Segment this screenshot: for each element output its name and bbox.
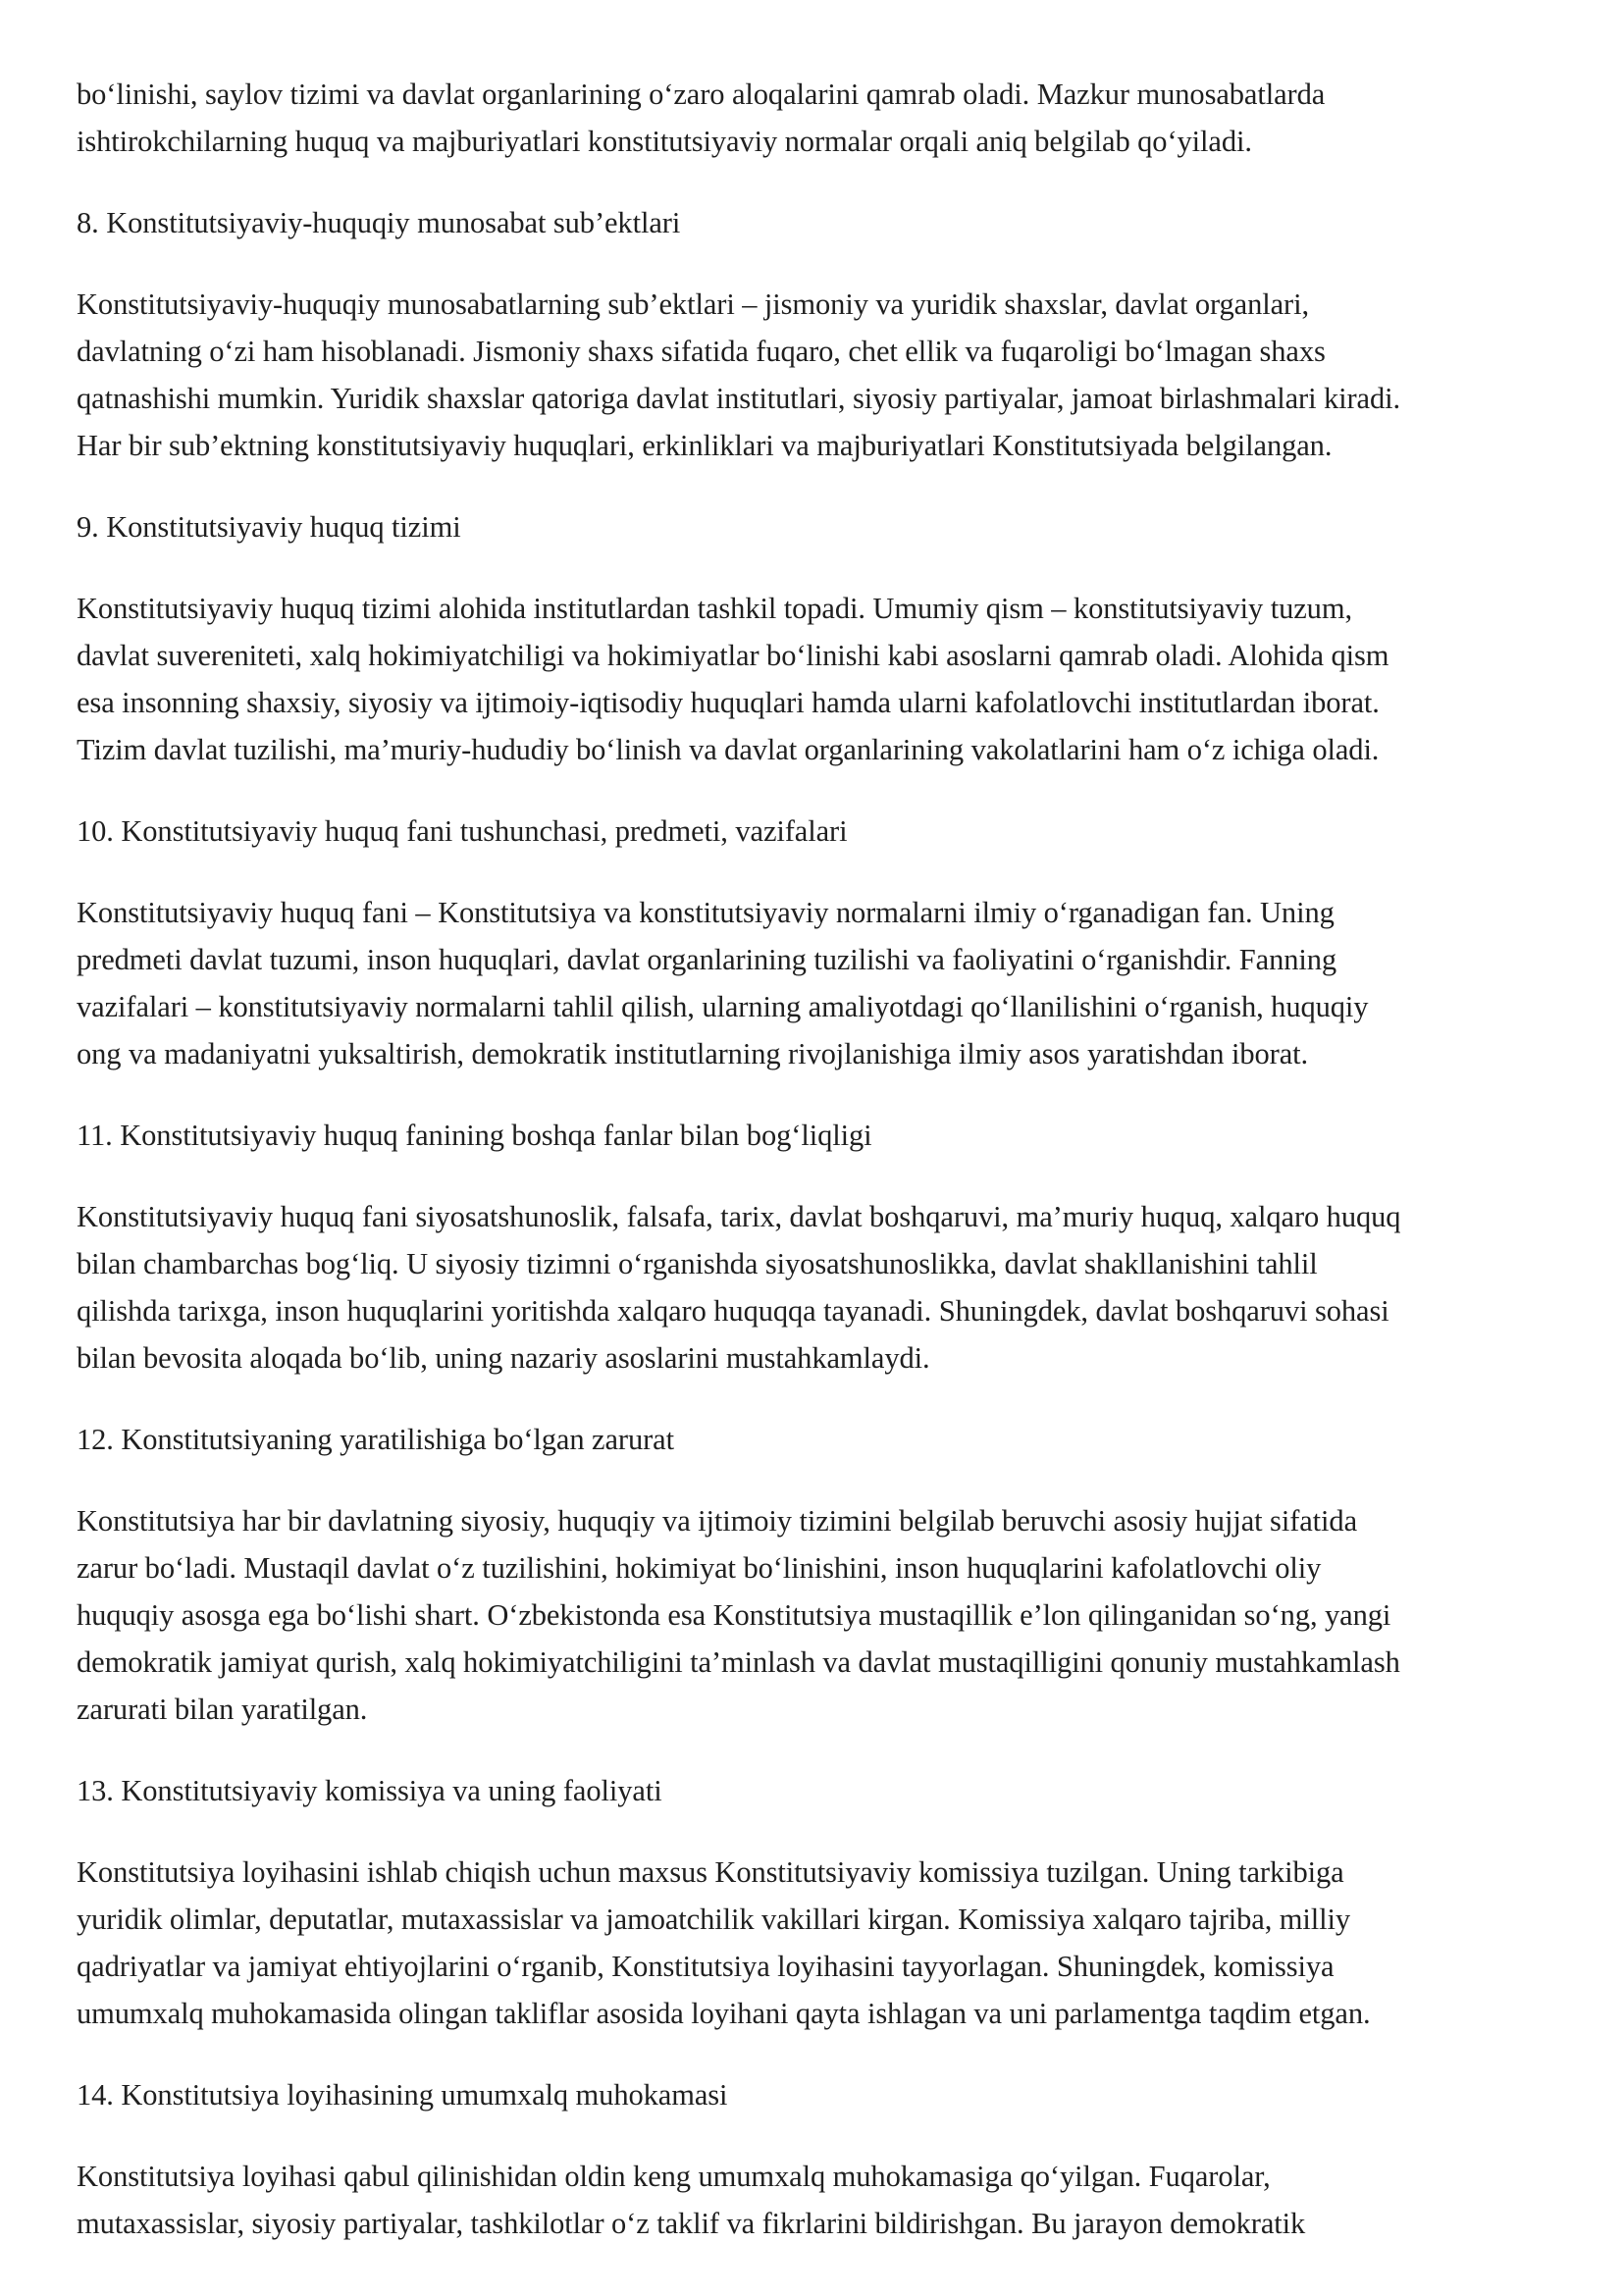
paragraph-section-10: Konstitutsiyaviy huquq fani – Konstitutsiya va konstitutsiyaviy normalarni ilmiy o‘rganadigan fan. Uning predmeti davlat tuzumi, inson huquqlari, davlat organlarining tuzilishi va faoliyatini o‘rganishdir. Fanning vazifalari – konstitutsiyaviy normalarni tahlil qilish, ularning amaliyotdagi qo‘llanilishini o‘rganish, huquqiy ong va madaniyatni yuksaltirish, demokratik institutlarning rivojlanishiga ilmiy asos yaratishdan iborat. — [77, 896, 1369, 1070]
paragraph-section-11: Konstitutsiyaviy huquq fani siyosatshunoslik, falsafa, tarix, davlat boshqaruvi, ma’muriy huquq, xalqaro huquq bilan chambarchas bog‘liq. U siyosiy tizimni o‘rganishda siyosatshunoslikka, davlat shakllanishini tahlil qilishda tarixga, inson huquqlarini yoritishda xalqaro huquqqa tayanadi. Shuningdek, davlat boshqaruvi sohasi bilan bevosita aloqada bo‘lib, uning nazariy asoslarini mustahkamlaydi. — [77, 1200, 1401, 1375]
section-heading-11: 11. Konstitutsiyaviy huquq fanining boshqa fanlar bilan bog‘liqligi — [77, 1119, 872, 1152]
section-heading-12: 12. Konstitutsiyaning yaratilishiga bo‘lgan zarurat — [77, 1423, 674, 1456]
section-heading-14: 14. Konstitutsiya loyihasining umumxalq muhokamasi — [77, 2078, 728, 2112]
paragraph-section-14: Konstitutsiya loyihasi qabul qilinishidan oldin keng umumxalq muhokamasiga qo‘yilgan. Fuqarolar, mutaxassislar, siyosiy partiyalar, tashkilotlar o‘z taklif va fikrlarini bildirishgan. Bu jarayon demokratik — [77, 2160, 1306, 2240]
paragraph-section-9: Konstitutsiyaviy huquq tizimi alohida institutlardan tashkil topadi. Umumiy qism – konstitutsiyaviy tuzum, davlat suvereniteti, xalq hokimiyatchiligi va hokimiyatlar bo‘linishi kabi asoslarni qamrab oladi. Alohida qism esa insonning shaxsiy, siyosiy va ijtimoiy-iqtisodiy huquqlari hamda ularni kafolatlovchi institutlardan iborat. Tizim davlat tuzilishi, ma’muriy-hududiy bo‘linish va davlat organlarining vakolatlarini ham o‘z ichiga oladi. — [77, 592, 1389, 766]
paragraph-section-13: Konstitutsiya loyihasini ishlab chiqish uchun maxsus Konstitutsiyaviy komissiya tuzilgan. Uning tarkibiga yuridik olimlar, deputatlar, mutaxassislar va jamoatchilik vakillari kirgan. Komissiya xalqaro tajriba, milliy qadriyatlar va jamiyat ehtiyojlarini o‘rganib, Konstitutsiya loyihasini tayyorlagan. Shuningdek, komissiya umumxalq muhokamasida olingan takliflar asosida loyihani qayta ishlagan va uni parlamentga taqdim etgan. — [77, 1855, 1371, 2030]
paragraph-continuation: bo‘linishi, saylov tizimi va davlat organlarining o‘zaro aloqalarini qamrab oladi. Mazkur munosabatlarda ishtirokchilarning huquq va majburiyatlari konstitutsiyaviy normalar orqali aniq belgilab qo‘yiladi. — [77, 78, 1326, 158]
paragraph-section-12: Konstitutsiya har bir davlatning siyosiy, huquqiy va ijtimoiy tizimini belgilab beruvchi asosiy hujjat sifatida zarur bo‘ladi. Mustaqil davlat o‘z tuzilishini, hokimiyat bo‘linishini, inson huquqlarini kafolatlovchi oliy huquqiy asosga ega bo‘lishi shart. O‘zbekistonda esa Konstitutsiya mustaqillik e’lon qilinganidan so‘ng, yangi demokratik jamiyat qurish, xalq hokimiyatchiligini ta’minlash va davlat mustaqilligini qonuniy mustahkamlash zarurati bilan yaratilgan. — [77, 1504, 1400, 1726]
section-heading-9: 9. Konstitutsiyaviy huquq tizimi — [77, 510, 461, 544]
section-heading-13: 13. Konstitutsiyaviy komissiya va uning faoliyati — [77, 1774, 662, 1807]
section-heading-10: 10. Konstitutsiyaviy huquq fani tushunchasi, predmeti, vazifalari — [77, 814, 848, 848]
paragraph-section-8: Konstitutsiyaviy-huquqiy munosabatlarning sub’ektlari – jismoniy va yuridik shaxslar, davlat organlari, davlatning o‘zi ham hisoblanadi. Jismoniy shaxs sifatida fuqaro, chet ellik va fuqaroligi bo‘lmagan shaxs qatnashishi mumkin. Yuridik shaxslar qatoriga davlat institutlari, siyosiy partiyalar, jamoat birlashmalari kiradi. Har bir sub’ektning konstitutsiyaviy huquqlari, erkinliklari va majburiyatlari Konstitutsiyada belgilangan. — [77, 287, 1401, 462]
section-heading-8: 8. Konstitutsiyaviy-huquqiy munosabat sub’ektlari — [77, 206, 681, 239]
